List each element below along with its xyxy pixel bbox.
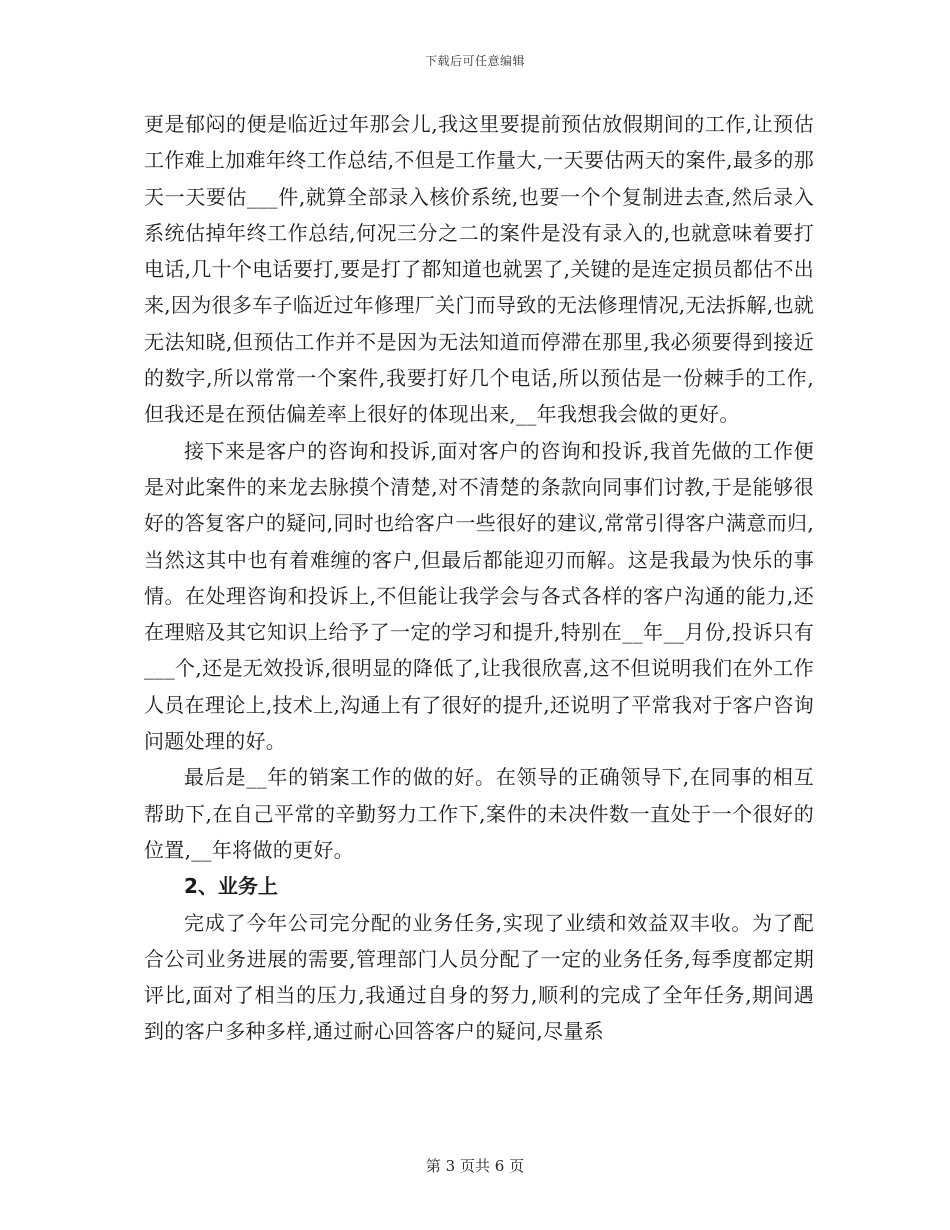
- paragraph-case-closing: 最后是__年的销案工作的做的好。在领导的正确领导下,在同事的相互帮助下,在自己平常的辛勤努力工作下,案件的未决件数一直处于一个很好的位置,__年将做的更好。: [144, 765, 814, 862]
- paragraph-customer-complaints: 接下来是客户的咨询和投诉,面对客户的咨询和投诉,我首先做的工作便是对此案件的来龙去脉摸个清楚,对不清楚的条款向同事们讨教,于是能够很好的答复客户的疑问,同时也给客户一些很好的建议,常常引得客户满意而归,当然这其中也有着难缠的客户,但最后都能迎刃而解。这是我最为快乐的事情。在处理咨询和投诉上,不但能让我学会与各式各样的客户沟通的能力,还在理赔及其它知识上给予了一定的学习和提升,特别在__年__月份,投诉只有___个,还是无效投诉,很明显的降低了,让我很欣喜,这不但说明我们在外工作人员在理论上,技术上,沟通上有了很好的提升,还说明了平常我对于客户咨询问题处理的好。: [144, 438, 814, 754]
- section-heading-business: 2、业务上: [184, 874, 278, 899]
- page-number-footer: 第 3 页共 6 页: [425, 1157, 525, 1175]
- paragraph-business-tasks: 完成了今年公司完分配的业务任务,实现了业绩和效益双丰收。为了配合公司业务进展的需要,管理部门人员分配了一定的业务任务,每季度都定期评比,面对了相当的压力,我通过自身的努力,顺利的完成了全年任务,期间遇到的客户多种多样,通过耐心回答客户的疑问,尽量系: [144, 910, 814, 1044]
- paragraph-estimate-work: 更是郁闷的便是临近过年那会儿,我这里要提前预估放假期间的工作,让预估工作难上加难年终工作总结,不但是工作量大,一天要估两天的案件,最多的那天一天要估___件,就算全部录入核价系统,也要一个个复制进去查,然后录入系统估掉年终工作总结,何况三分之二的案件是没有录入的,也就意味着要打电话,几十个电话要打,要是打了都知道也就罢了,关键的是连定损员都估不出来,因为很多车子临近过年修理厂关门而导致的无法修理情况,无法拆解,也就无法知晓,但预估工作并不是因为无法知道而停滞在那里,我必须要得到接近的数字,所以常常一个案件,我要打好几个电话,所以预估是一份棘手的工作,但我还是在预估偏差率上很好的体现出来,__年我想我会做的更好。: [144, 112, 814, 427]
- page-header: 下载后可任意编辑: [424, 54, 525, 68]
- document-body: [144, 106, 814, 1050]
